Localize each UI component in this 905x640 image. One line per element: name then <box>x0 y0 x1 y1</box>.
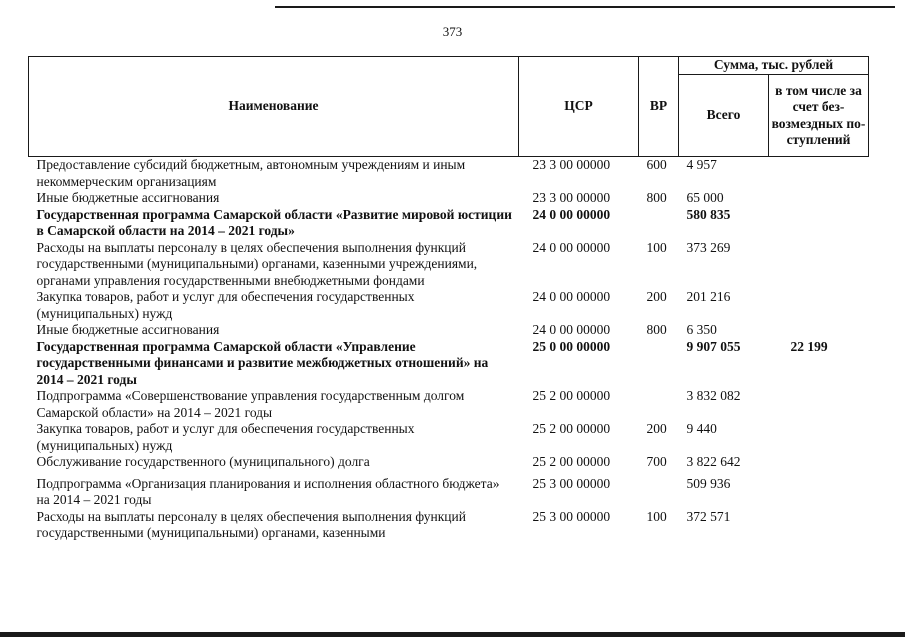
row-total: 580 835 <box>686 206 731 222</box>
row-total: 201 216 <box>686 289 731 304</box>
row-vr <box>639 471 679 509</box>
row-name: Иные бюджетные ассигнования <box>36 322 220 337</box>
header-name: Наименование <box>29 57 519 157</box>
row-free <box>769 240 869 290</box>
row-name: Подпрограмма «Организация планирования и исполнения областного бюджета» на 2014 – 2021 годы <box>36 475 500 507</box>
row-vr: 100 <box>646 508 667 524</box>
header-free: в том числе за счет без-возмездных по-ступлений <box>769 75 869 157</box>
table-row <box>29 509 869 542</box>
row-free <box>769 157 869 191</box>
row-csr: 25 3 00 00000 <box>532 475 611 491</box>
table-header <box>29 57 869 157</box>
table-row <box>29 471 869 509</box>
row-vr: 600 <box>646 157 667 172</box>
row-vr <box>639 207 679 240</box>
row-vr: 700 <box>646 454 667 469</box>
bottom-rule <box>0 632 905 637</box>
table-row <box>29 339 869 389</box>
row-csr: 23 3 00 00000 <box>532 190 611 205</box>
row-name: Расходы на выплаты персоналу в целях обеспечения выполнения функций государственными (муниципальными) органами, казенными учреждениями, органами управления государственными внебюджетными фондами <box>36 239 478 288</box>
row-total: 9 907 055 <box>686 338 741 354</box>
row-free: 22 199 <box>790 338 828 354</box>
row-name: Подпрограмма «Совершенствование управления государственным долгом Самарской области» на 2014 – 2021 годы <box>36 388 465 420</box>
table-row <box>29 207 869 240</box>
table-row <box>29 190 869 207</box>
row-free <box>769 454 869 471</box>
row-total: 6 350 <box>686 322 717 337</box>
row-csr: 25 0 00 00000 <box>532 338 611 354</box>
row-total: 3 822 642 <box>686 454 741 469</box>
row-total: 372 571 <box>686 508 731 524</box>
row-name: Государственная программа Самарской области «Управление государственными финансами и развитие межбюджетных отношений» на 2014 – 2021 годы <box>36 338 489 387</box>
row-name: Обслуживание государственного (муниципального) долга <box>36 454 370 469</box>
row-csr: 23 3 00 00000 <box>532 157 611 172</box>
row-name: Закупка товаров, работ и услуг для обеспечения государственных (муниципальных) нужд <box>36 421 415 453</box>
row-vr <box>639 388 679 421</box>
table-row <box>29 289 869 322</box>
row-total: 373 269 <box>686 239 731 255</box>
row-total: 9 440 <box>686 421 717 436</box>
row-name: Иные бюджетные ассигнования <box>36 190 220 205</box>
row-name: Расходы на выплаты персоналу в целях обеспечения выполнения функций государственными (муниципальными) органами, казенными <box>36 508 466 540</box>
row-csr: 25 2 00 00000 <box>532 421 611 436</box>
row-total: 4 957 <box>686 157 717 172</box>
row-csr: 25 2 00 00000 <box>532 454 611 469</box>
row-vr: 200 <box>646 289 667 304</box>
header-csr: ЦСР <box>519 57 639 157</box>
row-csr: 24 0 00 00000 <box>532 206 611 222</box>
header-sum-group: Сумма, тыс. рублей <box>679 57 869 75</box>
row-free <box>769 289 869 322</box>
row-name: Закупка товаров, работ и услуг для обеспечения государственных (муниципальных) нужд <box>36 289 415 321</box>
row-csr: 24 0 00 00000 <box>532 239 611 255</box>
row-vr: 100 <box>646 239 667 255</box>
header-total: Всего <box>679 75 769 157</box>
row-csr: 24 0 00 00000 <box>532 322 611 337</box>
table-row <box>29 454 869 471</box>
row-total: 509 936 <box>686 475 731 491</box>
page-number: 373 <box>442 24 463 39</box>
table-row <box>29 157 869 191</box>
row-name: Государственная программа Самарской области «Развитие мировой юстиции в Самарской области на 2014 – 2021 годы» <box>36 206 512 238</box>
row-vr: 800 <box>646 190 667 205</box>
table-row <box>29 421 869 454</box>
row-csr: 25 3 00 00000 <box>532 508 611 524</box>
row-free <box>769 509 869 542</box>
row-total: 65 000 <box>686 190 724 205</box>
row-free <box>769 421 869 454</box>
table-row <box>29 240 869 290</box>
row-name: Предоставление субсидий бюджетным, автономным учреждениям и иным некоммерческим организациям <box>36 157 466 189</box>
header-vr: ВР <box>639 57 679 157</box>
row-csr: 24 0 00 00000 <box>532 289 611 304</box>
row-vr <box>639 339 679 389</box>
row-csr: 25 2 00 00000 <box>532 388 611 403</box>
row-total: 3 832 082 <box>686 388 741 403</box>
row-vr: 800 <box>646 322 667 337</box>
row-free <box>769 322 869 339</box>
row-free <box>769 190 869 207</box>
row-free <box>769 471 869 509</box>
row-vr: 200 <box>646 421 667 436</box>
top-rule <box>275 6 895 8</box>
table-row <box>29 388 869 421</box>
row-free <box>769 388 869 421</box>
budget-table <box>28 56 869 542</box>
row-free <box>769 207 869 240</box>
table-row <box>29 322 869 339</box>
